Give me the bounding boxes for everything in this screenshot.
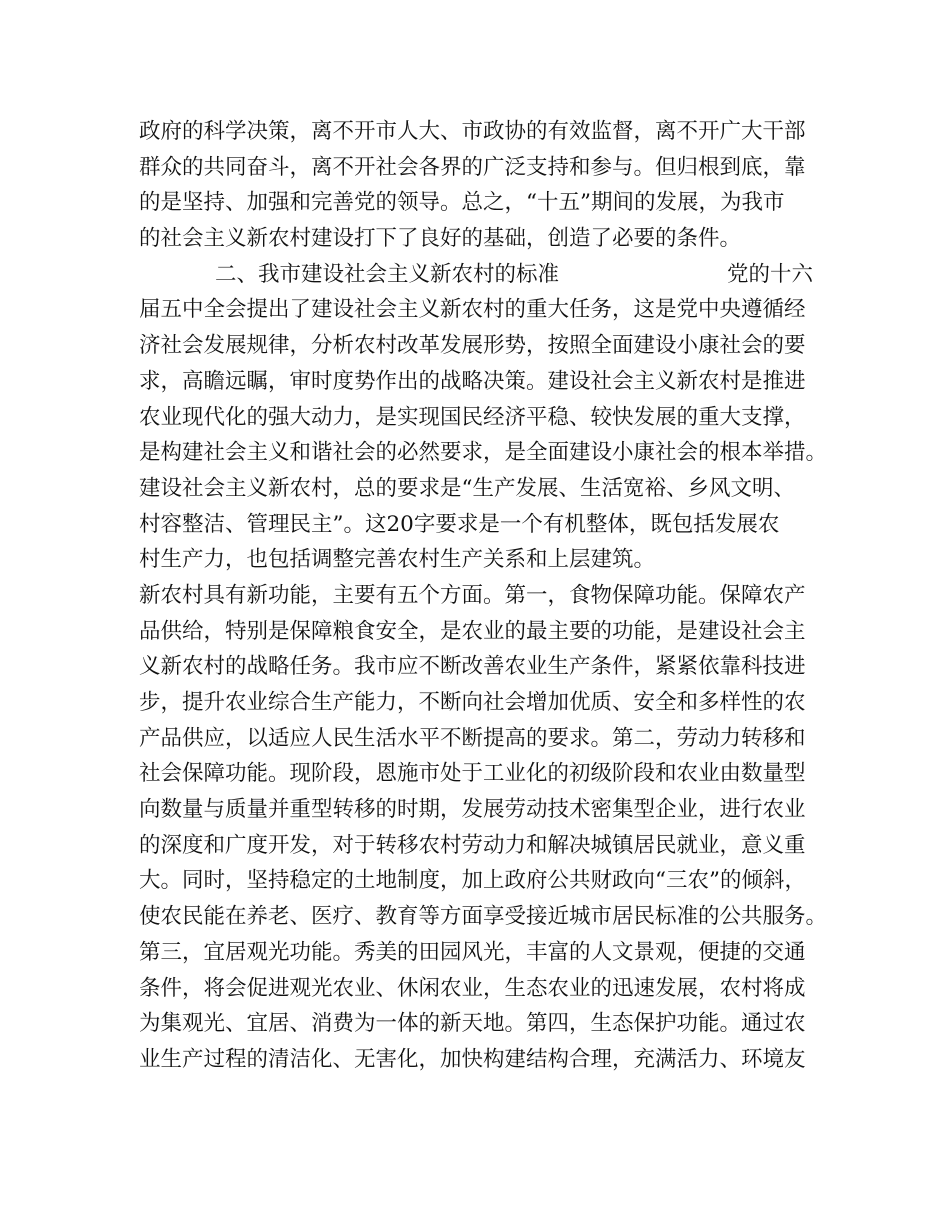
text-line: 的是坚持、加强和完善党的领导。总之，“十五”期间的发展，为我市 — [139, 190, 785, 216]
text-line: 产品供应，以适应人民生活水平不断提高的要求。第二，劳动力转移和 — [139, 725, 806, 751]
text-line: 义新农村的战略任务。我市应不断改善农业生产条件，紧紧依靠科技进 — [139, 654, 806, 680]
text-line: 政府的科学决策，离不开市人大、市政协的有效监督，离不开广大干部 — [139, 119, 806, 144]
text-line: 农业现代化的强大动力，是实现国民经济平稳、较快发展的重大支撑， — [139, 404, 806, 430]
text-line: 群众的共同奋斗，离不开社会各界的广泛支持和参与。但归根到底，靠 — [139, 154, 806, 180]
text-line: 村容整洁、管理民主”。这20字要求是一个有机整体，既包括发展农 — [139, 511, 780, 537]
text-line: 建设社会主义新农村，总的要求是“生产发展、生活宽裕、乡风文明、 — [139, 475, 795, 501]
section-heading: 二、我市建设社会主义新农村的标准 — [215, 261, 560, 287]
text-line: 大。同时，坚持稳定的土地制度，加上政府公共财政向“三农”的倾斜， — [139, 868, 806, 894]
text-line: 条件，将会促进观光农业、休闲农业，生态农业的迅速发展，农村将成 — [139, 975, 806, 1001]
paragraph-start: 党的十六 — [727, 261, 814, 287]
text-line: 届五中全会提出了建设社会主义新农村的重大任务，这是党中央遵循经 — [139, 297, 806, 323]
document-body — [139, 114, 829, 1078]
text-line: 向数量与质量并重型转移的时期，发展劳动技术密集型企业，进行农业 — [139, 797, 806, 823]
text-line: 第三，宜居观光功能。秀美的田园风光，丰富的人文景观，便捷的交通 — [139, 939, 806, 965]
text-line: 使农民能在养老、医疗、教育等方面享受接近城市居民标准的公共服务。 — [139, 904, 828, 930]
text-line: 的深度和广度开发，对于转移农村劳动力和解决城镇居民就业，意义重 — [139, 832, 806, 858]
text-line: 村生产力，也包括调整完善农村生产关系和上层建筑。 — [139, 547, 656, 573]
text-line: 济社会发展规律，分析农村改革发展形势，按照全面建设小康社会的要 — [139, 333, 806, 359]
text-line: 求，高瞻远瞩，审时度势作出的战略决策。建设社会主义新农村是推进 — [139, 368, 806, 394]
text-line: 为集观光、宜居、消费为一体的新天地。第四，生态保护功能。通过农 — [139, 1011, 806, 1037]
text-line: 新农村具有新功能，主要有五个方面。第一，食物保障功能。保障农产 — [139, 582, 806, 608]
text-line: 是构建社会主义和谐社会的必然要求，是全面建设小康社会的根本举措。 — [139, 440, 828, 466]
text-line: 业生产过程的清洁化、无害化，加快构建结构合理，充满活力、环境友 — [139, 1046, 806, 1072]
text-line: 品供给，特别是保障粮食安全，是农业的最主要的功能，是建设社会主 — [139, 618, 806, 644]
text-line: 步，提升农业综合生产能力，不断向社会增加优质、安全和多样性的农 — [139, 690, 806, 715]
text-line: 社会保障功能。现阶段，恩施市处于工业化的初级阶段和农业由数量型 — [139, 761, 806, 787]
section-heading-line — [139, 257, 829, 293]
text-line: 的社会主义新农村建设打下了良好的基础，创造了必要的条件。 — [139, 226, 742, 252]
